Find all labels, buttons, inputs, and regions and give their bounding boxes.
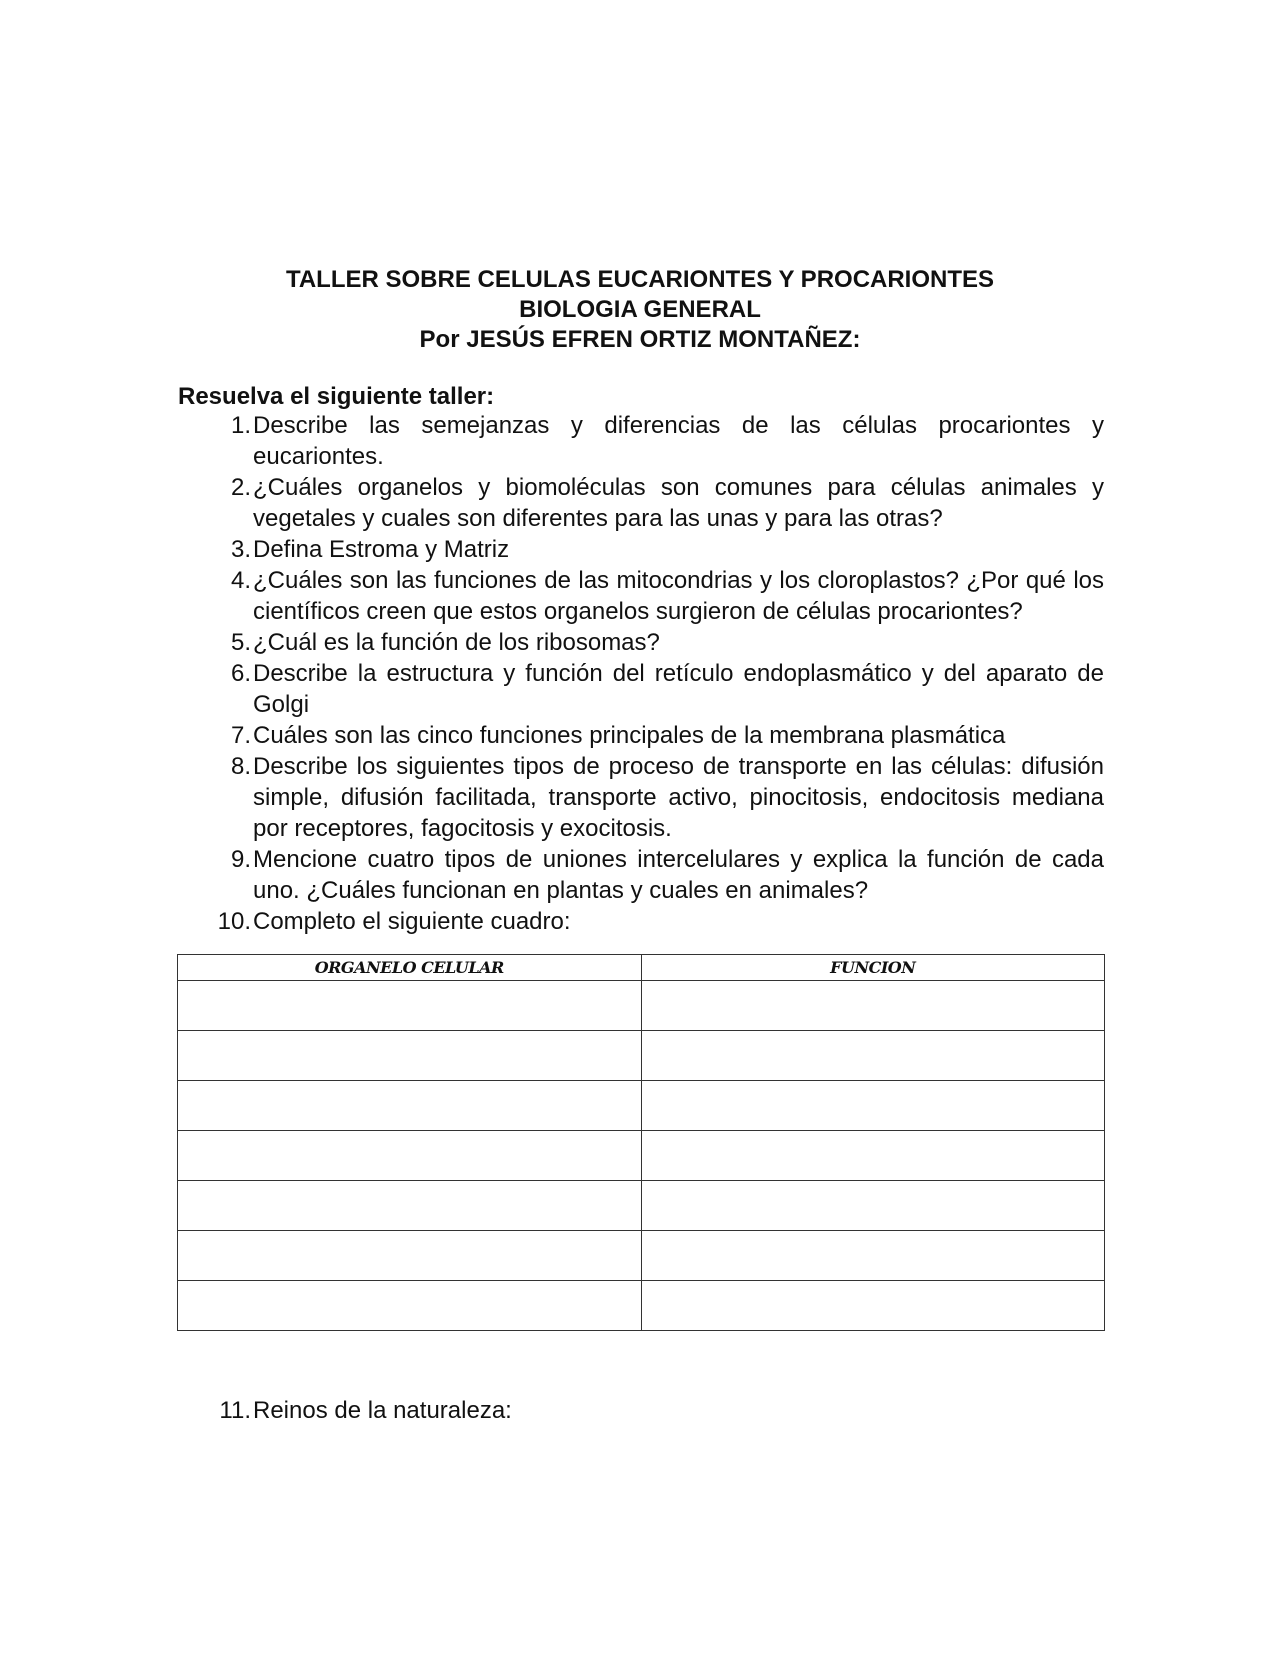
question-number: 8. — [230, 753, 251, 780]
function-cell[interactable] — [641, 1231, 1105, 1281]
question-number: 7. — [230, 722, 251, 749]
question-number: 9. — [230, 846, 251, 873]
document-author: Por JESÚS EFREN ORTIZ MONTAÑEZ: — [419, 326, 861, 353]
question-number: 6. — [230, 660, 251, 687]
table-header-row — [178, 955, 1105, 981]
table-row — [178, 1131, 1105, 1181]
function-cell[interactable] — [641, 1081, 1105, 1131]
document-subject: BIOLOGIA GENERAL — [519, 296, 761, 323]
organelle-cell[interactable] — [178, 1281, 642, 1331]
question-item — [178, 410, 1104, 472]
question-text: Describe la estructura y función del retículo endoplasmático y del aparato de Golgi — [253, 660, 1104, 718]
function-cell[interactable] — [641, 1131, 1105, 1181]
table-row — [178, 1031, 1105, 1081]
question-text: ¿Cuáles organelos y biomoléculas son comunes para células animales y vegetales y cuales son diferentes para las unas y para las otras? — [253, 474, 1104, 532]
question-item — [178, 627, 1104, 658]
question-item — [178, 844, 1104, 906]
function-cell[interactable] — [641, 1281, 1105, 1331]
question-number: 11. — [219, 1397, 251, 1424]
question-number: 4. — [230, 567, 251, 594]
organelle-cell[interactable] — [178, 1181, 642, 1231]
table-row — [178, 1281, 1105, 1331]
question-text: Mencione cuatro tipos de uniones intercelulares y explica la función de cada uno. ¿Cuáles funcionan en plantas y cuales en animales? — [253, 846, 1104, 904]
function-cell[interactable] — [641, 981, 1105, 1031]
question-item — [178, 658, 1104, 720]
column-header-organelle: ORGANELO CELULAR — [178, 955, 642, 981]
organelle-cell[interactable] — [178, 981, 642, 1031]
document-header — [176, 265, 1104, 355]
document-title: TALLER SOBRE CELULAS EUCARIONTES Y PROCARIONTES — [285, 266, 995, 293]
question-item — [178, 565, 1104, 627]
instruction-heading: Resuelva el siguiente taller: — [178, 383, 495, 410]
question-item-11 — [178, 1395, 1179, 1426]
question-text: Cuáles son las cinco funciones principales de la membrana plasmática — [253, 722, 1006, 749]
organelle-cell[interactable] — [178, 1131, 642, 1181]
question-item — [178, 720, 1104, 751]
question-text: Describe las semejanzas y diferencias de las células procariontes y eucariontes. — [253, 412, 1104, 470]
organelle-cell[interactable] — [178, 1231, 642, 1281]
question-number: 3. — [230, 536, 251, 563]
question-item — [178, 472, 1104, 534]
question-number: 10. — [217, 908, 251, 935]
table-row — [178, 1231, 1105, 1281]
question-number: 1. — [230, 412, 251, 439]
question-list — [178, 410, 1104, 937]
function-cell[interactable] — [641, 1031, 1105, 1081]
question-text: ¿Cuáles son las funciones de las mitocondrias y los cloroplastos? ¿Por qué los científicos creen que estos organelos surgieron de células procariontes? — [253, 567, 1104, 625]
organelle-table — [177, 954, 1105, 1331]
organelle-table-wrapper — [177, 954, 1105, 1331]
table-row — [178, 1181, 1105, 1231]
question-text: Describe los siguientes tipos de proceso de transporte en las células: difusión simple, difusión facilitada, transporte activo, pinocitosis, endocitosis mediana por receptores, fagocitosis y exocitosis. — [253, 753, 1104, 842]
question-text: Defina Estroma y Matriz — [253, 536, 510, 563]
question-number: 2. — [230, 474, 251, 501]
question-item — [178, 534, 1104, 565]
question-text: ¿Cuál es la función de los ribosomas? — [253, 629, 660, 656]
question-text: Reinos de la naturaleza: — [253, 1397, 512, 1424]
table-row — [178, 981, 1105, 1031]
question-number: 5. — [230, 629, 251, 656]
organelle-cell[interactable] — [178, 1081, 642, 1131]
question-item — [178, 751, 1104, 844]
table-row — [178, 1081, 1105, 1131]
question-text: Completo el siguiente cuadro: — [253, 908, 571, 935]
organelle-cell[interactable] — [178, 1031, 642, 1081]
function-cell[interactable] — [641, 1181, 1105, 1231]
column-header-function: FUNCION — [641, 955, 1105, 981]
question-item — [178, 906, 1104, 937]
